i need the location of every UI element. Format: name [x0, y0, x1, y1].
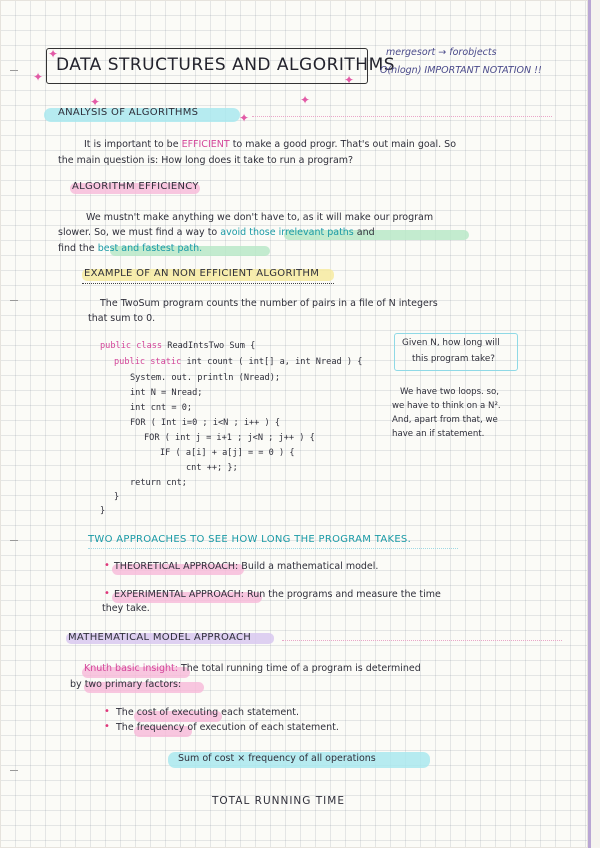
code-line-4: int N = Nread;: [130, 388, 203, 398]
loop-note-1: We have two loops. so,: [400, 387, 499, 397]
code-line-10: return cnt;: [130, 478, 187, 488]
side-note-line1: mergesort → forobjects: [386, 47, 497, 58]
experimental-label: EXPERIMENTAL APPROACH:: [114, 589, 245, 600]
code-line-1: [100, 341, 255, 351]
code-line-9: cnt ++; };: [186, 463, 238, 473]
experimental-text: Run the programs and measure the time: [247, 589, 441, 600]
theoretical-text: Build a mathematical model.: [241, 561, 379, 572]
intro-suffix: to make a good progr. That's out main goal. So: [232, 139, 457, 150]
bullet1-suffix: each statement.: [221, 707, 300, 718]
analysis-heading: ANALYSIS OF ALGORITHMS: [58, 107, 199, 118]
code-line-5: int cnt = 0;: [130, 403, 193, 413]
loop-note-3: And, apart from that, we: [392, 415, 498, 425]
model-heading: MATHEMATICAL MODEL APPROACH: [68, 632, 252, 643]
example-heading: EXAMPLE OF AN NON EFFICIENT ALGORITHM: [84, 268, 320, 279]
underline: [88, 548, 458, 549]
page-title: DATA STRUCTURES AND ALGORITHMS: [56, 55, 396, 75]
loop-note-4: have an if statement.: [392, 429, 485, 439]
efficiency-line2: [58, 227, 375, 238]
efficiency-line1: We mustn't make anything we don't have to, as it will make our program: [86, 212, 434, 223]
experimental-line2: they take.: [102, 603, 150, 614]
margin-mark: [10, 70, 18, 71]
bullet2-line: [116, 722, 339, 733]
efficiency-heading: ALGORITHM EFFICIENCY: [72, 181, 199, 192]
eff-highlight: avoid those irrelevant paths: [220, 227, 354, 238]
code-line-2: [114, 357, 362, 367]
knuth2-highlight: two primary factors:: [84, 679, 182, 690]
star-icon: ✦: [48, 47, 59, 61]
star-icon: ✦: [239, 111, 250, 125]
margin-mark: [10, 540, 18, 541]
knuth-line2: [70, 679, 181, 690]
bullet1-highlight: cost of executing: [136, 707, 219, 718]
bullet2-highlight: frequency: [136, 722, 185, 733]
star-icon: ✦: [90, 95, 101, 109]
code-keyword: public class: [100, 341, 163, 351]
bullet-icon: •: [104, 706, 110, 717]
divider: [282, 640, 562, 641]
eff3-highlight: best and fastest path.: [97, 243, 203, 254]
knuth2-prefix: by: [70, 679, 82, 690]
code-text: ReadIntsTwo Sum {: [167, 341, 256, 351]
eff3-prefix: find the: [58, 243, 95, 254]
efficiency-line3: [58, 243, 202, 254]
experimental-line: [114, 589, 441, 600]
bullet1-prefix: The: [116, 707, 134, 718]
code-line-11: }: [114, 492, 120, 502]
code-keyword: public static: [114, 357, 182, 367]
bullet1-line: [116, 707, 299, 718]
star-icon: ✦: [300, 93, 311, 107]
callout-line2: this program take?: [412, 354, 495, 364]
knuth-line: [84, 663, 421, 674]
formula: Sum of cost × frequency of all operations: [178, 753, 376, 764]
bullet-icon: •: [104, 588, 110, 599]
theoretical-line: [114, 561, 378, 572]
code-line-6: FOR ( Int i=0 ; i<N ; i++ ) {: [130, 418, 281, 428]
theoretical-label: THEORETICAL APPROACH:: [114, 561, 239, 572]
callout-line1: Given N, how long will: [402, 338, 500, 348]
side-note-line2: O(nlogn) IMPORTANT NOTATION !!: [380, 65, 542, 76]
bullet-icon: •: [104, 560, 110, 571]
code-line-8: IF ( a[i] + a[j] = = 0 ) {: [160, 448, 295, 458]
margin-mark: [10, 770, 18, 771]
eff-suffix: and: [356, 227, 375, 238]
bullet2-prefix: The: [116, 722, 134, 733]
margin-mark: [10, 300, 18, 301]
intro-prefix: It is important to be: [84, 139, 179, 150]
code-line-3: System. out. println (Nread);: [130, 373, 281, 383]
total-running-time: TOTAL RUNNING TIME: [212, 795, 345, 807]
bullet2-suffix: of execution of each statement.: [187, 722, 339, 733]
underline: [82, 283, 334, 284]
divider: [252, 116, 552, 117]
code-line-12: }: [100, 506, 106, 516]
example-line2: that sum to 0.: [88, 313, 156, 324]
code-text: int count ( int[] a, int Nread ) {: [186, 357, 363, 367]
efficient-word: EFFICIENT: [181, 139, 230, 150]
eff-prefix: slower. So, we must find a way to: [58, 227, 218, 238]
knuth-label: Knuth basic insight:: [84, 663, 178, 674]
bullet-icon: •: [104, 721, 110, 732]
knuth-text: The total running time of a program is determined: [180, 663, 421, 674]
star-icon: ✦: [344, 73, 355, 87]
loop-note-2: we have to think on a N².: [392, 401, 501, 411]
example-line1: The TwoSum program counts the number of pairs in a file of N integers: [100, 298, 438, 309]
intro-line2: the main question is: How long does it take to run a program?: [58, 155, 354, 166]
approaches-heading: TWO APPROACHES TO SEE HOW LONG THE PROGRAM TAKES.: [88, 534, 412, 545]
star-icon: ✦: [33, 70, 44, 84]
code-line-7: FOR ( int j = i+1 ; j<N ; j++ ) {: [144, 433, 315, 443]
intro-line1: [84, 139, 456, 150]
